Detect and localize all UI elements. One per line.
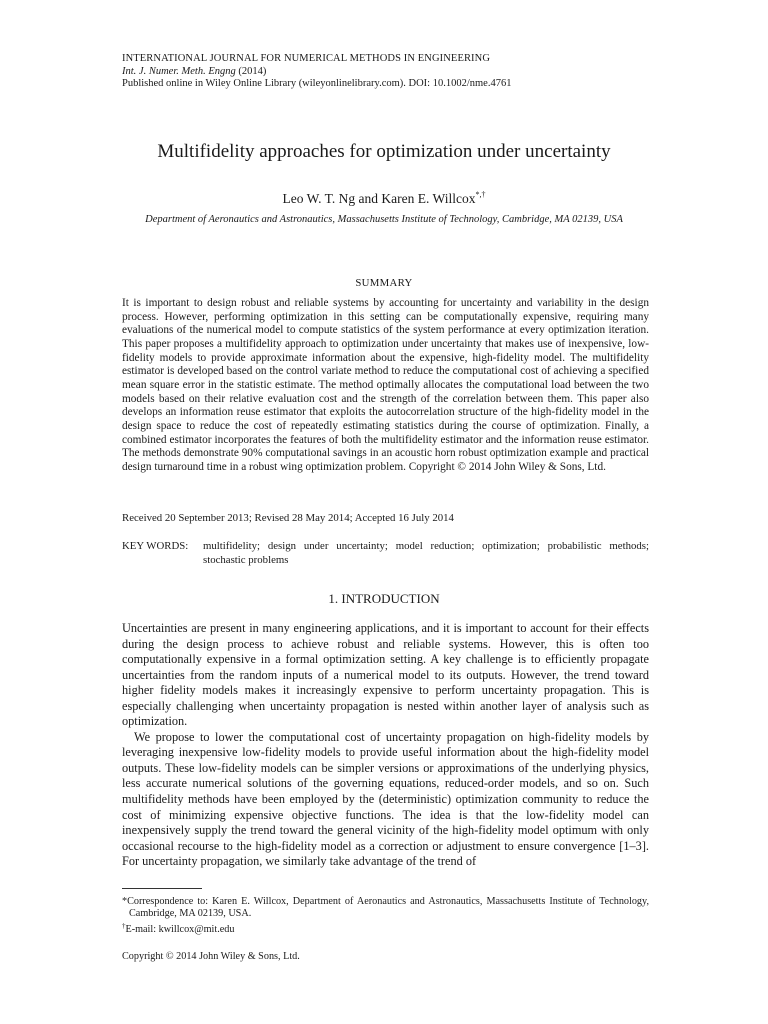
email-text: E-mail: kwillcox@mit.edu	[125, 924, 235, 936]
paragraph: Uncertainties are present in many engineering applications, and it is important to account for their effects during the design process to achieve robust and reliable systems. However, this is often too computationally expensive in a formal optimization setting. A key challenge is to efficiently propagate uncertainties from the random inputs of a numerical model to its outputs. However, the trend toward higher fidelity models makes it increasingly expensive to perform uncertainty propagation. This is especially challenging when uncertainty propagation is nested within another layer of analysis such as optimization.	[122, 621, 649, 729]
footnotes	[122, 896, 649, 937]
summary-text: It is important to design robust and reliable systems by accounting for uncertainty and variability in the design process. However, performing optimization in this setting can be computationally expensive, requiring many evaluations of the numerical model to compute statistics of the system performance at every optimization iteration. This paper proposes a multifidelity approach to optimization under uncertainty that makes use of inexpensive, low-fidelity models to provide approximate information about the expensive, high-fidelity model. The multifidelity estimator is developed based on the control variate method to reduce the computational cost of achieving a specified mean square error in the statistic estimate. The method optimally allocates the computational load between the two models based on their relative evaluation cost and the strength of the correlation between them. This paper also develops an information reuse estimator that exploits the autocorrelation structure of the high-fidelity model in the design space to reduce the cost of repeatedly estimating statistics during the course of optimization. Finally, a combined estimator incorporates the features of both the multifidelity estimator and the information reuse estimator. The methods demonstrate 90% computational savings in an acoustic horn robust optimization example and practical design turnaround time in a robust wing optimization problem. Copyright © 2014 John Wiley & Sons, Ltd.	[122, 297, 649, 473]
keywords	[122, 540, 649, 567]
summary-heading: SUMMARY	[355, 277, 413, 289]
keywords-text: multifidelity; design under uncertainty; model reduction; optimization; probabilistic methods; stochastic problems	[203, 540, 649, 566]
section-body	[122, 621, 649, 870]
paper-title: Multifidelity approaches for optimization under uncertainty	[157, 141, 611, 162]
section-heading: 1. INTRODUCTION	[328, 591, 440, 606]
citation-journal: Int. J. Numer. Meth. Engng	[122, 65, 236, 77]
citation-year: (2014)	[235, 65, 267, 77]
journal-header	[122, 53, 652, 91]
received-dates: Received 20 September 2013; Revised 28 May 2014; Accepted 16 July 2014	[122, 512, 454, 524]
affiliation: Department of Aeronautics and Astronautics, Massachusetts Institute of Technology, Cambridge, MA 02139, USA	[145, 214, 623, 225]
footnote-correspondence: *Correspondence to: Karen E. Willcox, Department of Aeronautics and Astronautics, Massachusetts Institute of Technology, Cambridge, MA 02139, USA.	[122, 896, 649, 920]
footnote-rule	[122, 888, 202, 889]
published-line: Published online in Wiley Online Library (wileyonlinelibrary.com). DOI: 10.1002/nme.4761	[122, 78, 512, 89]
author-marks: *,†	[475, 190, 486, 199]
author-names: Leo W. T. Ng and Karen E. Willcox	[282, 191, 476, 206]
authors	[0, 186, 768, 208]
copyright: Copyright © 2014 John Wiley & Sons, Ltd.	[122, 951, 300, 962]
citation-line	[122, 66, 652, 79]
footnote-email	[122, 920, 649, 936]
paragraph: We propose to lower the computational cost of uncertainty propagation on high-fidelity models by leveraging inexpensive low-fidelity models to provide useful information about the high-fidelity model outputs. These low-fidelity models can be simpler versions or approximations of the underlying physics, less accurate numerical solutions of the governing equations, reduced-order models, and so on. Such multifidelity methods have been employed by the (deterministic) optimization community to reduce the cost of minimizing expensive objective functions. The idea is that the low-fidelity model can inexpensively supply the trend toward the general vicinity of the high-fidelity model optimum with only occasional recourse to the high-fidelity model as a correction or adjustment to ensure convergence [1–3]. For uncertainty propagation, we similarly take advantage of the trend of	[122, 729, 649, 869]
email-mark: †	[122, 922, 126, 931]
keywords-label: KEY WORDS:	[122, 540, 189, 552]
journal-name: INTERNATIONAL JOURNAL FOR NUMERICAL METHODS IN ENGINEERING	[122, 53, 491, 64]
